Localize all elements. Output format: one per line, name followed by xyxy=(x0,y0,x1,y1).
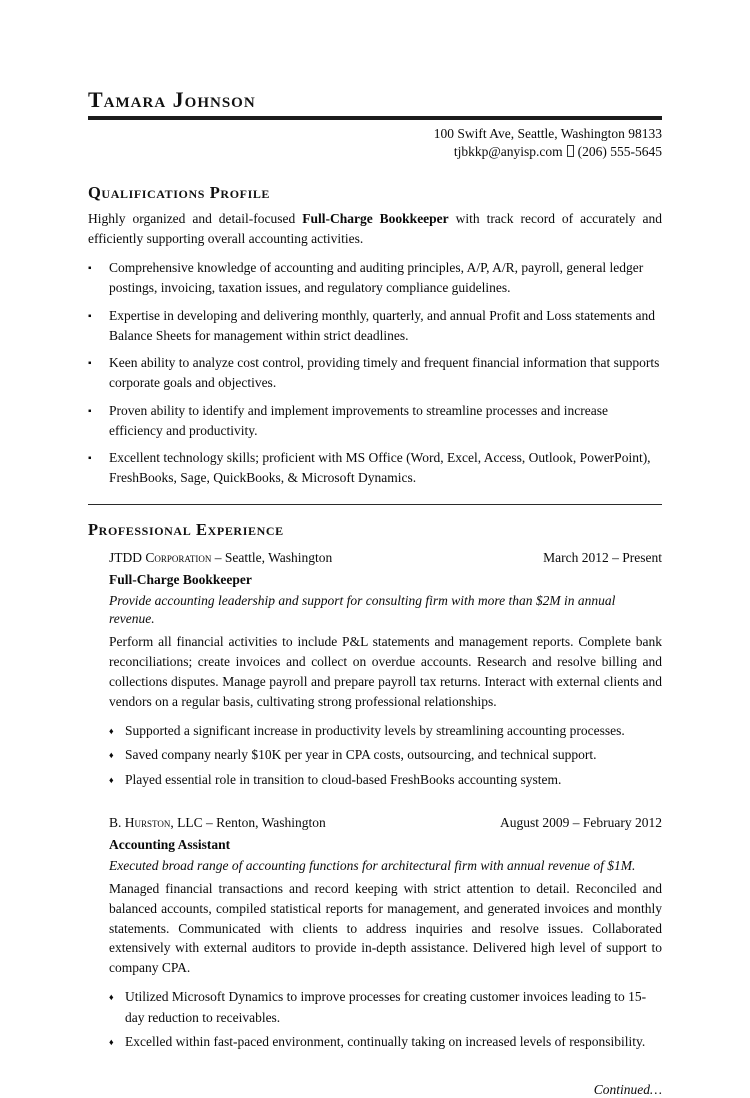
address-line: 100 Swift Ave, Seattle, Washington 98133 xyxy=(433,126,662,142)
job-dates: August 2009 – February 2012 xyxy=(500,814,662,830)
list-item xyxy=(88,401,662,442)
list-item xyxy=(109,1032,662,1052)
contact-line xyxy=(88,143,662,161)
list-item xyxy=(109,987,662,1028)
job-summary: Executed broad range of accounting functions for architectural firm with annual revenue of $1M. xyxy=(109,857,636,873)
bullet-text: Proven ability to identify and implement improvements to streamline processes and increase efficiency and productivity. xyxy=(109,402,608,438)
list-item xyxy=(88,448,662,489)
person-name: Tamara Johnson xyxy=(88,87,256,112)
bullet-text: Keen ability to analyze cost control, providing timely and frequent financial information that supports corporate goals and objectives. xyxy=(109,355,660,391)
diamond-bullet-icon: ♦ xyxy=(109,992,114,1003)
list-item xyxy=(88,306,662,347)
job-title: Full-Charge Bookkeeper xyxy=(109,571,252,587)
square-bullet-icon: ▪ xyxy=(88,405,92,417)
company-name: JTDD Corporation xyxy=(109,549,212,565)
contact-block xyxy=(88,125,662,160)
missing-glyph-icon xyxy=(567,145,574,157)
diamond-bullet-icon: ♦ xyxy=(109,750,114,761)
diamond-bullet-icon: ♦ xyxy=(109,726,114,737)
diamond-bullet-icon: ♦ xyxy=(109,1036,114,1047)
bullet-text: Saved company nearly $10K per year in CPA costs, outsourcing, and technical support. xyxy=(125,747,597,763)
square-bullet-icon: ▪ xyxy=(88,310,92,322)
job-description: Managed financial transactions and record keeping with strict attention to detail. Reconciled and balanced accounts, compiled statistical reports for management, and generated invoices and monthly statements. Communicated with clients to address inquiries and resolve issues. Collaborated extensively with external auditors to provide in-depth assistance. Delivered high level of support to company CPA. xyxy=(109,880,662,976)
bullet-text: Excelled within fast-paced environment, continually taking on increased levels of responsibility. xyxy=(125,1033,646,1049)
company-location xyxy=(109,549,332,568)
bullet-text: Supported a significant increase in productivity levels by streamlining accounting processes. xyxy=(125,723,625,739)
square-bullet-icon: ▪ xyxy=(88,453,92,465)
square-bullet-icon: ▪ xyxy=(88,263,92,275)
intro-text-before: Highly organized and detail-focused xyxy=(88,211,303,227)
list-item xyxy=(109,721,662,741)
intro-text-after: with track record of accurately and efficiently supporting overall accounting activities. xyxy=(88,211,662,247)
section-divider-rule xyxy=(88,504,662,505)
job-title: Accounting Assistant xyxy=(109,836,231,852)
bullet-text: Played essential role in transition to cloud-based FreshBooks accounting system. xyxy=(125,771,562,787)
resume-header xyxy=(88,88,662,160)
header-double-rule xyxy=(88,116,662,120)
experience-heading: Professional Experience xyxy=(88,519,284,539)
experience-section xyxy=(88,520,662,1052)
bullet-text: Comprehensive knowledge of accounting and auditing principles, A/P, A/R, payroll, general ledger postings, invoicing, taxation issues, and regulatory compliance guidelines. xyxy=(109,260,644,296)
bullet-text: Excellent technology skills; proficient with MS Office (Word, Excel, Access, Outlook, PowerPoint), FreshBooks, Sage, QuickBooks, & Microsoft Dynamics. xyxy=(109,450,651,486)
bullet-text: Utilized Microsoft Dynamics to improve processes for creating customer invoices leading to 15-day reduction to receivables. xyxy=(125,989,647,1025)
qualifications-section xyxy=(88,183,662,488)
diamond-bullet-icon: ♦ xyxy=(109,774,114,785)
qualifications-heading: Qualifications Profile xyxy=(88,183,271,203)
job-summary: Provide accounting leadership and support for consulting firm with more than $2M in annual revenue. xyxy=(109,592,616,627)
qualifications-intro xyxy=(88,209,662,249)
job-description: Perform all financial activities to include P&L statements and management reports. Complete bank reconciliations; create invoices and collect on overdue accounts. Research and resolve billing and collections disputes. Manage payroll and prepare payroll tax returns. Interact with external clients and vendors on a regular basis, cultivating strong professional relationships. xyxy=(109,634,662,710)
phone-text: (206) 555-5645 xyxy=(577,143,662,159)
qualifications-bullet-list xyxy=(88,258,662,489)
list-item xyxy=(109,770,662,790)
job-entry xyxy=(109,549,662,790)
company-location-suffix: – Renton, Washington xyxy=(202,814,326,830)
job-bullet-list xyxy=(109,987,662,1052)
email-text: tjbkkp@anyisp.com xyxy=(453,143,563,159)
continued-note: Continued… xyxy=(593,1082,662,1098)
company-line xyxy=(109,549,662,568)
job-bullet-list xyxy=(109,721,662,790)
bullet-text: Expertise in developing and delivering monthly, quarterly, and annual Profit and Loss statements and Balance Sheets for management within strict deadlines. xyxy=(109,307,655,343)
company-line xyxy=(109,814,662,833)
company-location xyxy=(109,814,326,833)
list-item xyxy=(88,353,662,394)
list-item xyxy=(109,745,662,765)
square-bullet-icon: ▪ xyxy=(88,358,92,370)
company-name: B. Hurston, LLC xyxy=(109,814,203,830)
intro-bold-phrase: Full-Charge Bookkeeper xyxy=(302,211,449,227)
job-entry xyxy=(109,814,662,1052)
job-dates: March 2012 – Present xyxy=(543,549,662,565)
company-location-suffix: – Seattle, Washington xyxy=(211,549,333,565)
list-item xyxy=(88,258,662,299)
